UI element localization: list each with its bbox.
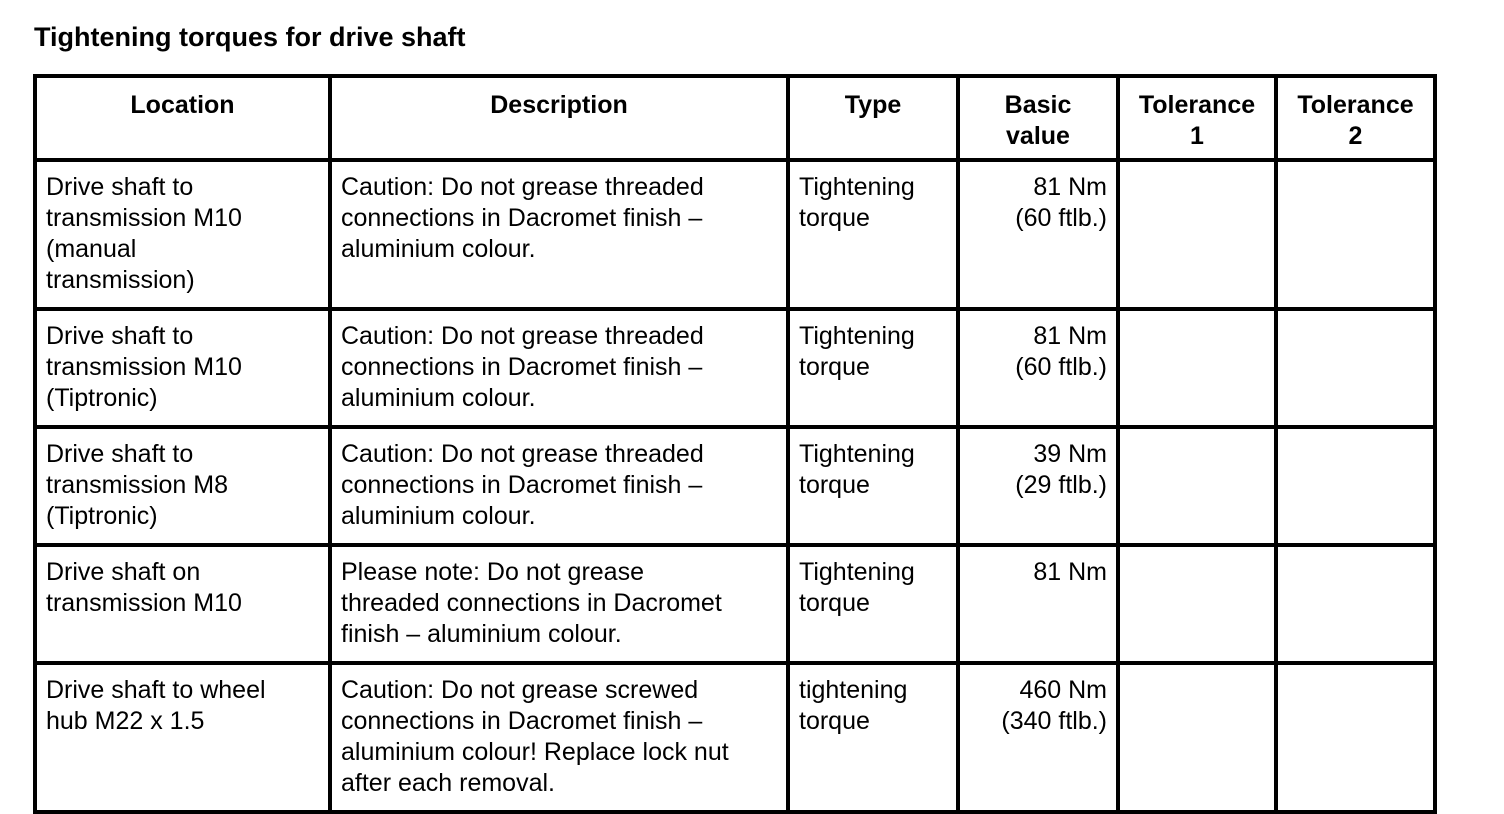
tolerance-1-cell	[1118, 309, 1276, 427]
tolerance-2-cell	[1276, 663, 1435, 812]
description-cell: Caution: Do not grease threaded connections in Dacromet finish – aluminium colour.	[330, 309, 788, 427]
table-row	[35, 309, 1435, 427]
description-cell: Please note: Do not grease threaded connections in Dacromet finish – aluminium colour.	[330, 545, 788, 663]
page-title: Tightening torques for drive shaft	[34, 22, 466, 52]
tolerance-1-cell	[1118, 427, 1276, 545]
description-cell: Caution: Do not grease screwed connections in Dacromet finish – aluminium colour! Replace lock nut after each removal.	[330, 663, 788, 812]
torque-table	[33, 74, 1437, 814]
table-row	[35, 545, 1435, 663]
tolerance-1-cell	[1118, 160, 1276, 309]
basic-value-cell: 81 Nm	[958, 545, 1118, 663]
tolerance-1-cell	[1118, 545, 1276, 663]
tolerance-2-cell	[1276, 160, 1435, 309]
basic-value-cell: 460 Nm (340 ftlb.)	[958, 663, 1118, 812]
header-location: Location	[35, 76, 330, 160]
header-tolerance-1: Tolerance 1	[1118, 76, 1276, 160]
tolerance-2-cell	[1276, 309, 1435, 427]
location-cell: Drive shaft to wheel hub M22 x 1.5	[35, 663, 330, 812]
type-cell: Tightening torque	[788, 160, 958, 309]
tolerance-2-cell	[1276, 545, 1435, 663]
location-cell: Drive shaft to transmission M10 (Tiptronic)	[35, 309, 330, 427]
table-row	[35, 160, 1435, 309]
tolerance-2-cell	[1276, 427, 1435, 545]
tolerance-1-cell	[1118, 663, 1276, 812]
type-cell: Tightening torque	[788, 545, 958, 663]
type-cell: Tightening torque	[788, 309, 958, 427]
table-header-row	[35, 76, 1435, 160]
location-cell: Drive shaft to transmission M10 (manual transmission)	[35, 160, 330, 309]
header-description: Description	[330, 76, 788, 160]
basic-value-cell: 81 Nm (60 ftlb.)	[958, 160, 1118, 309]
type-cell: tightening torque	[788, 663, 958, 812]
location-cell: Drive shaft to transmission M8 (Tiptronic)	[35, 427, 330, 545]
header-type: Type	[788, 76, 958, 160]
header-basic-value: Basic value	[958, 76, 1118, 160]
table-row	[35, 427, 1435, 545]
basic-value-cell: 39 Nm (29 ftlb.)	[958, 427, 1118, 545]
description-cell: Caution: Do not grease threaded connections in Dacromet finish – aluminium colour.	[330, 427, 788, 545]
table-row	[35, 663, 1435, 812]
type-cell: Tightening torque	[788, 427, 958, 545]
location-cell: Drive shaft on transmission M10	[35, 545, 330, 663]
description-cell: Caution: Do not grease threaded connections in Dacromet finish – aluminium colour.	[330, 160, 788, 309]
header-tolerance-2: Tolerance 2	[1276, 76, 1435, 160]
basic-value-cell: 81 Nm (60 ftlb.)	[958, 309, 1118, 427]
